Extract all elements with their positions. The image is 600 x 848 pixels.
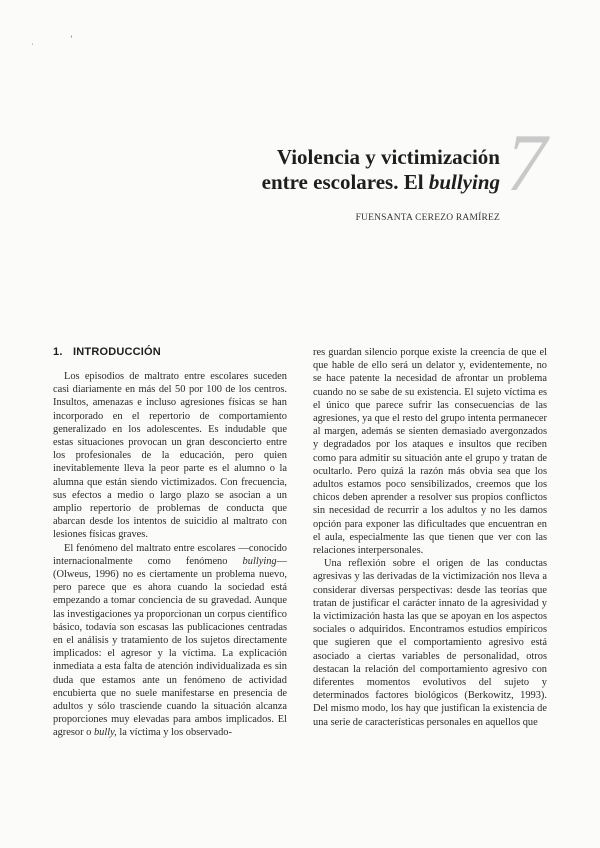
- right-column: [313, 346, 547, 729]
- scan-mark: ʼ: [70, 34, 73, 44]
- section-number: 1.: [53, 346, 63, 358]
- section-heading: [53, 346, 287, 358]
- paragraph: res guardan silencio porque existe la creencia de que el que hable de ello será un delator y, evidentemente, no se hace patente la necesidad de afrontar un problema cuando no se sabe de su existencia. El sujeto víctima es el único que parece sufrir las consecuencias de las agresiones, ya que el resto del grupo intenta permanecer al margen, además se sienten demasiado avergonzados y degradados por los ataques e insultos que reciben como para admitir su situación ante el grupo y tratan de ocultarlo. Pero quizá la razón más obvia sea que los adultos estamos poco sensibilizados, creemos que los chicos deben aprender a resolver sus propios conflictos sin necesidad de recurrir a los adultos y no les damos opción para exponer las dificultades que encuentran en el aula, especialmente las que tienen que ver con las relaciones interpersonales.: [313, 347, 547, 557]
- paragraph: Los episodios de maltrato entre escolares suceden casi diariamente en más del 50 por 100 de los centros. Insultos, amenazas e incluso agresiones físicas se han incorporado en el repertorio de comportamiento generalizado en los adolescentes. Es indudable que estas situaciones provocan un gran desconcierto entre los profesionales de la educación, pero quien inevitablemente lleva la peor parte es el alumno o la alumna que están siendo victimizados. Con frecuencia, sus efectos a medio o largo plazo se asocian a un amplio repertorio de problemas de conducta que abarcan desde los intentos de suicidio al maltrato con lesiones físicas graves.: [53, 371, 287, 541]
- paragraph-text: la víctima y los observado-: [116, 727, 232, 739]
- chapter-header: [150, 145, 500, 223]
- chapter-author: FUENSANTA CEREZO RAMÍREZ: [355, 213, 500, 223]
- paragraph-text: El fenómeno del maltrato entre escolares —conocido internacionalmente como fenómeno: [53, 542, 287, 567]
- paragraph-italic: bullying: [242, 555, 277, 567]
- section-title: INTRODUCCIÓN: [73, 346, 161, 358]
- paragraph: Una reflexión sobre el origen de las conductas agresivas y las derivadas de la victimización nos lleva a considerar diversas perspectivas: desde las teorías que tratan de justificar el carácter innato de la agresividad y la victimización hasta las que se apoyan en los aspectos sociales o adquiridos. Encontramos estudios empíricos que sugieren que el comportamiento agresivo está asociado a ciertas variables de personalidad, otros destacan la relación del comportamiento agresivo con diferentes momentos evolutivos del sujeto y determinados factores biológicos (Berkowitz, 1993). Del mismo modo, los hay que justifican la existencia de una serie de características personales en aquellos que: [313, 558, 547, 728]
- left-column: [53, 346, 287, 740]
- chapter-title-prefix: entre escolares. El: [261, 170, 429, 194]
- paragraph-text: — (Olweus, 1996) no es ciertamente un problema nuevo, pero parece que es ahora cuando la sociedad está empezando a tomar conciencia de su gravedad. Aunque las investigaciones ya proporcionan un corpus científico básico, todavía son escasas las publicaciones centradas en el análisis y tratamiento de los sujetos directamente implicados: el agresor y la víctima. La explicación inmediata a esta falta de atención individualizada es sin duda que estamos ante un fenómeno de actividad encubierta que no suele manifestarse en presencia de adultos y sólo trasciende cuando la situación alcanza proporciones muy elevadas para ambos implicados. El agresor o: [53, 555, 287, 739]
- paragraph-italic: bully,: [93, 727, 117, 739]
- paragraph: [53, 542, 287, 740]
- chapter-title-line-2: [150, 170, 500, 195]
- chapter-title-italic: bullying: [428, 170, 500, 194]
- scan-mark: ˌ: [31, 35, 34, 45]
- chapter-title-line-1: Violencia y victimización: [276, 145, 500, 169]
- chapter-number: 7: [506, 117, 547, 208]
